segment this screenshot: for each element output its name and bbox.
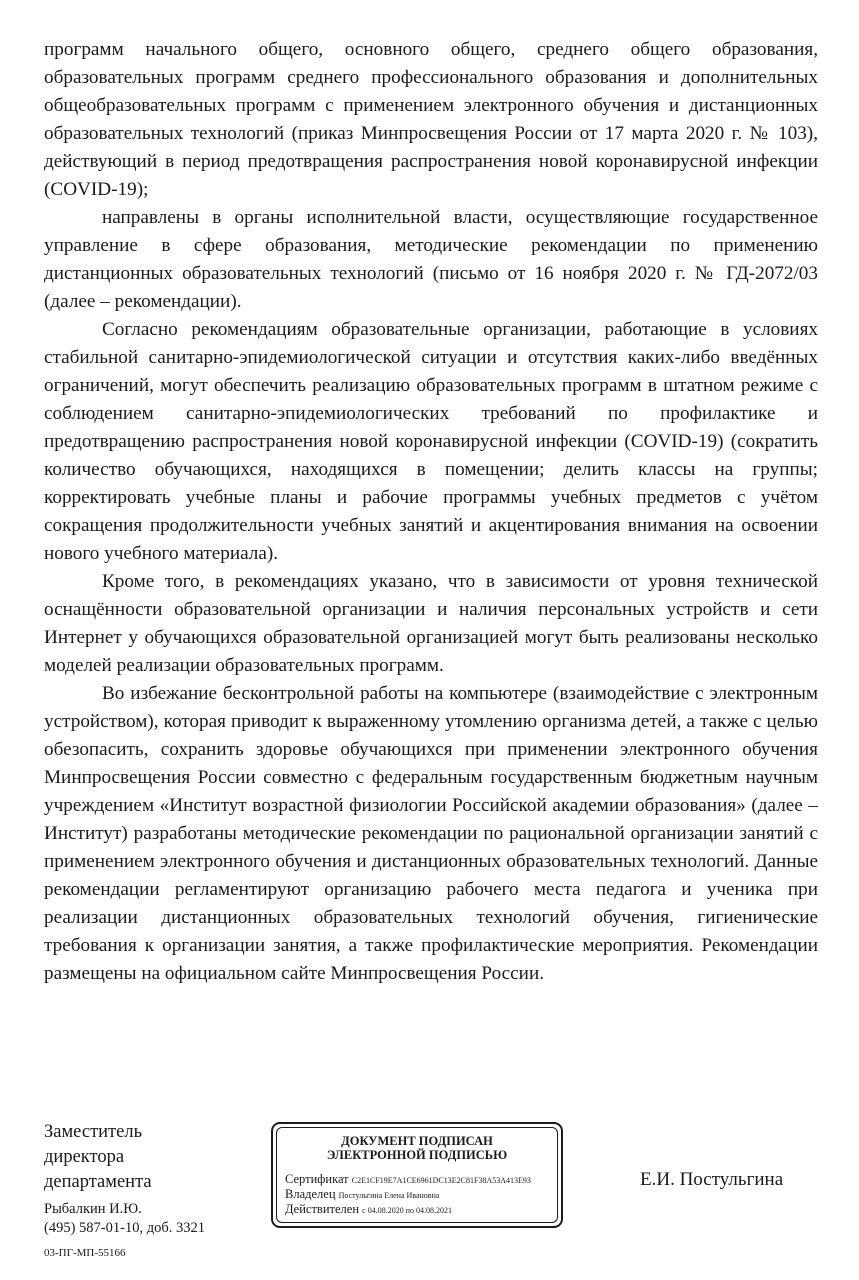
- executor-info: [44, 1200, 205, 1238]
- signature-block: [0, 1112, 859, 1280]
- paragraph-continuation: программ начального общего, основного общего, среднего общего образования, образовательных программ среднего профессионального образования и дополнительных общеобразовательных программ с применением электронного обучения и дистанционных образовательных технологий (приказ Минпросвещения России от 17 марта 2020 г. № 103), действующий в период предотвращения распространения новой коронавирусной инфекции (COVID-19);: [44, 39, 818, 200]
- stamp-certificate-row: [285, 1172, 531, 1188]
- signer-name: Е.И. Постульгина: [640, 1169, 784, 1190]
- paragraph-recommendations-sent: направлены в органы исполнительной власти, осуществляющие государственное управление в сфере образования, методические рекомендации по применению дистанционных образовательных технологий (письмо от 16 ноября 2020 г. № ГД-2072/03 (далее – рекомендации).: [44, 207, 818, 312]
- signer-title-line: Заместитель: [44, 1122, 143, 1142]
- stamp-owner-label: Владелец: [285, 1187, 336, 1201]
- stamp-validity-value: с 04.08.2020 по 04.08.2021: [362, 1206, 452, 1215]
- document-number: 03-ПГ-МП-55166: [44, 1247, 126, 1259]
- electronic-signature-stamp: [271, 1122, 563, 1228]
- paragraph-implementation-models: Кроме того, в рекомендациях указано, что в зависимости от уровня технической оснащённости образовательной организации и наличия персональных устройств и сети Интернет у обучающихся образовательной организацией могут быть реализованы несколько моделей реализации образовательных программ.: [44, 571, 818, 676]
- letter-body: [44, 36, 818, 988]
- stamp-inner-frame: [276, 1127, 558, 1223]
- executor-name: Рыбалкин И.Ю.: [44, 1201, 142, 1217]
- stamp-validity-row: [285, 1202, 452, 1218]
- stamp-heading-line: ДОКУМЕНТ ПОДПИСАН: [341, 1134, 493, 1148]
- stamp-certificate-label: Сертификат: [285, 1172, 349, 1186]
- signer-title-line: директора: [44, 1147, 125, 1167]
- stamp-owner-row: [285, 1187, 439, 1203]
- executor-phone: (495) 587-01-10, доб. 3321: [44, 1220, 205, 1236]
- stamp-validity-label: Действителен: [285, 1202, 360, 1216]
- signer-title: [44, 1120, 152, 1195]
- stamp-heading-line: ЭЛЕКТРОННОЙ ПОДПИСЬЮ: [326, 1148, 508, 1162]
- stamp-heading: [277, 1134, 557, 1162]
- signer-title-line: департамента: [44, 1172, 152, 1192]
- stamp-certificate-value: C2E1CF19E7A1CE6961DC13E2C81F38A53A413E93: [351, 1176, 531, 1185]
- stamp-owner-value: Постульгина Елена Ивановна: [338, 1191, 440, 1200]
- paragraph-health-guidelines: Во избежание бесконтрольной работы на компьютере (взаимодействие с электронным устройством), которая приводит к выраженному утомлению организма детей, а также с целью обезопасить, сохранить здоровье обучающихся при применении электронного обучения Минпросвещения России совместно с федеральным государственным бюджетным научным учреждением «Институт возрастной физиологии Российской академии образования» (далее – Институт) разработаны методические рекомендации по рациональной организации занятий с применением электронного обучения и дистанционных образовательных технологий. Данные рекомендации регламентируют организацию рабочего места педагога и ученика при реализации дистанционных образовательных технологий обучения, гигиенические требования к организации занятия, а также профилактические мероприятия. Рекомендации размещены на официальном сайте Минпросвещения России.: [44, 683, 818, 984]
- paragraph-according-to-recommendations: Согласно рекомендациям образовательные организации, работающие в условиях стабильной санитарно-эпидемиологической ситуации и отсутствия каких-либо введённых ограничений, могут обеспечить реализацию образовательных программ в штатном режиме с соблюдением санитарно-эпидемиологических требований по профилактике и предотвращению распространения новой коронавирусной инфекции (COVID-19) (сократить количество обучающихся, находящихся в помещении; делить классы на группы; корректировать учебные планы и рабочие программы учебных предметов с учётом сокращения продолжительности учебных занятий и акцентирования внимания на освоении нового учебного материала).: [44, 319, 818, 564]
